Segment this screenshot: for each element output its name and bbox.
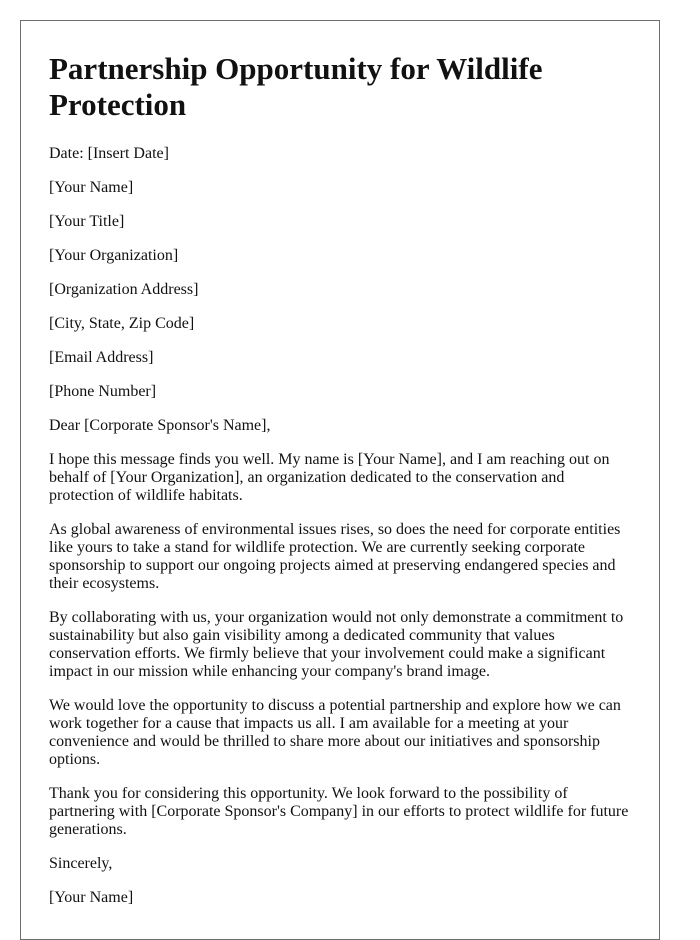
date-line: Date: [Insert Date]: [49, 145, 169, 162]
body-paragraph-benefits: By collaborating with us, your organization would not only demonstrate a commitment to sustainability but also gain visibility among a dedicated community that values conservation efforts. We firmly believe that your involvement could make a significant impact in our mission while enhancing your company's brand image.: [49, 609, 624, 680]
salutation: Dear [Corporate Sponsor's Name],: [49, 417, 271, 434]
body-paragraph-meeting: We would love the opportunity to discuss a potential partnership and explore how we can work together for a cause that impacts us all. I am available for a meeting at your convenience and would be thrilled to share more about our initiatives and sponsorship options.: [49, 697, 621, 768]
closing: Sincerely,: [49, 855, 113, 872]
body-paragraph-thanks: Thank you for considering this opportunity. We look forward to the possibility of partnering with [Corporate Sponsor's Company] in our efforts to protect wildlife for future generations.: [49, 785, 629, 838]
sender-address: [Organization Address]: [49, 281, 199, 298]
sender-phone: [Phone Number]: [49, 383, 157, 400]
letter-title: Partnership Opportunity for Wildlife Protection: [49, 51, 543, 122]
letter-page: [20, 20, 660, 940]
sender-city-state-zip: [City, State, Zip Code]: [49, 315, 195, 332]
sender-organization: [Your Organization]: [49, 247, 179, 264]
sender-title: [Your Title]: [49, 213, 125, 230]
sender-name: [Your Name]: [49, 179, 134, 196]
signature-name: [Your Name]: [49, 889, 134, 906]
body-paragraph-intro: I hope this message finds you well. My name is [Your Name], and I am reaching out on behalf of [Your Organization], an organization dedicated to the conservation and protection of wildlife habitats.: [49, 451, 610, 504]
body-paragraph-need: As global awareness of environmental issues rises, so does the need for corporate entities like yours to take a stand for wildlife protection. We are currently seeking corporate sponsorship to support our ongoing projects aimed at preserving endangered species and their ecosystems.: [49, 521, 621, 592]
sender-email: [Email Address]: [49, 349, 154, 366]
